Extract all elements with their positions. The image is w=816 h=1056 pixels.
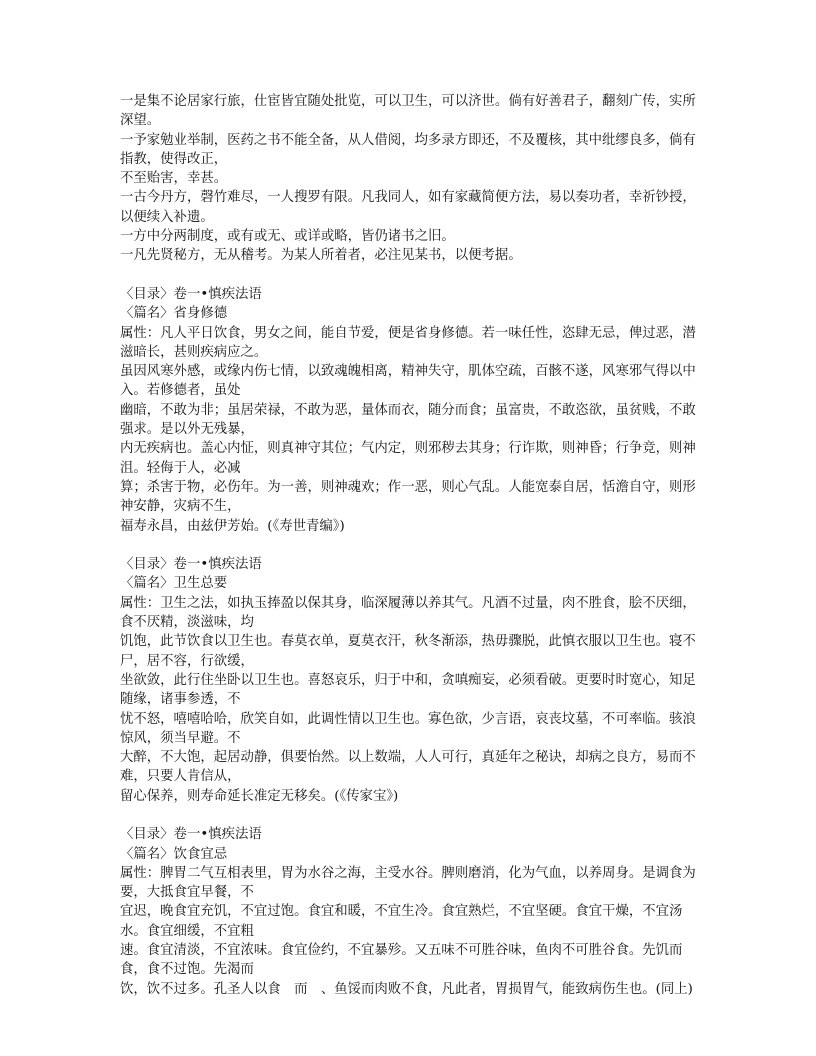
paragraph-gap [120, 806, 700, 825]
section-line: 属性：脾胃二气互相表里，胃为水谷之海，主受水谷。脾则磨消，化为气血，以养周身。是调食为要，大抵食宜早餐，不 [120, 865, 696, 901]
section-title: 〈篇名〉卫生总要 [120, 576, 228, 592]
section-catalog: 〈目录〉卷一•慎疾法语 [120, 827, 262, 843]
section-line: 属性：卫生之法，如执玉捧盈以保其身，临深履薄以养其气。凡酒不过量，肉不胜食，脍不厌细，食不厌精，淡滋味，均 [120, 595, 696, 631]
paragraph-gap [120, 266, 700, 285]
preface-line: 一是集不论居家行旅，仕宦皆宜随处批览，可以卫生，可以济世。倘有好善君子，翻刻广传，实所深望。 [120, 94, 696, 129]
preface-line: 一古今丹方，磬竹难尽，一人搜罗有限。凡我同人，如有家藏简便方法，易以奏功者，幸祈钞授，以便续入补遗。 [120, 190, 696, 225]
section-line: 饮，饮不过多。孔圣人以食 而 、鱼馁而肉败不食，凡此者，胃损胃气，能致病伤生也。(同上) [120, 981, 693, 997]
section-title: 〈篇名〉饮食宜忌 [120, 846, 228, 862]
section-line: 内无疾病也。盖心内怔，则真神守其位；气内定，则邪秽去其身；行诈欺，则神昏；行争竞，则神沮。轻侮于人，必减 [120, 441, 696, 476]
section-weisheng-zongyao [120, 555, 700, 806]
document-page [120, 92, 700, 999]
section-line: 速。食宜清淡，不宜浓味。食宜俭约，不宜暴殄。又五味不可胜谷味，鱼肉不可胜谷食。先饥而食，食不过饱。先渴而 [120, 943, 683, 978]
section-line: 算；杀害于物，必伤年。为一善，则神魂欢；作一恶，则心气乱。人能宽泰自居，恬澹自守，则形神安静，灾病不生， [120, 479, 696, 515]
section-line: 留心保养，则寿命延长准定无移矣。(《传家宝》) [120, 788, 399, 804]
paragraph-gap [120, 536, 700, 555]
section-line: 饥饱，此节饮食以卫生也。春莫衣单，夏莫衣汗，秋冬渐添，热毋骤脱，此慎衣服以卫生也。寝不尸，居不容，行欲缓， [120, 634, 696, 669]
section-line: 宜迟，晚食宜充饥，不宜过饱。食宜和暖，不宜生冷。食宜熟烂，不宜坚硬。食宜干燥，不宜汤水。食宜细缓，不宜粗 [120, 904, 683, 939]
section-line: 虽因风寒外感，或缘内伤七情，以致魂魄相离，精神失守，肌体空疏，百骸不遂，风寒邪气得以中入。若修德者，虽处 [120, 364, 696, 399]
section-catalog: 〈目录〉卷一•慎疾法语 [120, 557, 262, 573]
section-catalog: 〈目录〉卷一•慎疾法语 [120, 286, 262, 302]
section-line: 忧不怒，嘻嘻哈哈，欣笑自如，此调性情以卫生也。寡色欲，少言语，哀丧坟墓，不可率临。骇浪惊风，须当早避。不 [120, 711, 696, 746]
preface-line: 一予家勉业举制，医药之书不能全备，从人借阅，均多录方即还，不及覆核，其中纰缪良多，倘有指教，使得改正， [120, 132, 696, 167]
preface-line: 一凡先贤秘方，无从稽考。为某人所着者，必注见某书，以便考据。 [120, 248, 522, 264]
section-line: 坐欲敛，此行住坐卧以卫生也。喜怒哀乐，归于中和，贪嗔痴妄，必须看破。更要时时宽心，知足随缘，诸事参透，不 [120, 672, 696, 708]
section-line: 属性：凡人平日饮食，男女之间，能自节爱，便是省身修德。若一味任性，恣肆无忌，俾过恶，潜滋暗长，甚则疾病应之。 [120, 325, 696, 360]
section-title: 〈篇名〉省身修德 [120, 306, 228, 322]
preface-line: 不至贻害，幸甚。 [120, 171, 228, 187]
section-line: 幽暗，不敢为非；虽居荣禄，不敢为恶，量体而衣，随分而食；虽富贵，不敢恣欲，虽贫贱，不敢强求。是以外无残暴， [120, 402, 696, 438]
preface-block [120, 92, 700, 266]
section-shengshen-xiude [120, 285, 700, 536]
section-line: 福寿永昌，由兹伊芳始。(《寿世青编》) [120, 518, 345, 534]
section-line: 大醉，不大饱，起居动静，俱要怡然。以上数端，人人可行，真延年之秘诀，却病之良方，易而不难，只要人肯信从， [120, 750, 696, 785]
preface-line: 一方中分两制度，或有或无、或详或略，皆仍诸书之旧。 [120, 229, 455, 245]
section-yinshi-yiji [120, 825, 700, 999]
